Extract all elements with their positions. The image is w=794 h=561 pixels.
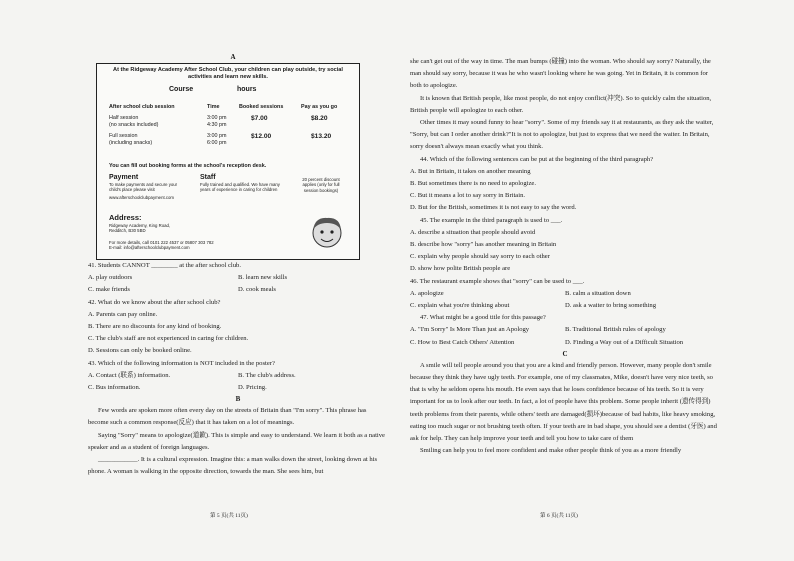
session-cell: [109, 133, 207, 151]
booked-price: $7.00: [251, 115, 268, 122]
option: A. Parents can pay online.: [88, 310, 158, 318]
option: B. describe how "sorry" has another meaning in Britain: [410, 241, 557, 249]
section-a-letter: A: [230, 53, 236, 61]
time-end: 4:30 pm: [207, 122, 227, 128]
staff-text: Fully trained and qualified. We have many years of experience in caring for children: [200, 182, 280, 193]
question-45: 45. The example in the third paragraph is used to ___.: [420, 216, 563, 224]
discount-text: 20 percent discount applies (only for full session bookings): [302, 177, 340, 193]
options-41: [88, 284, 388, 296]
option: B. learn new skills: [238, 274, 288, 282]
payment-title: Payment: [109, 174, 139, 181]
passage-b-paragraph: Saying "Sorry" means to apologize(道歉). This is simple and easy to understand. We learn it both as a native speaker and as a student of foreign languages.: [88, 431, 385, 451]
option: A. apologize: [410, 289, 444, 297]
option: D. ask a waiter to bring something: [565, 302, 657, 310]
passage-b-paragraph: she can't get out of the way in time. The man bumps (碰撞) into the woman. Who should say sorry? Naturally, the man should say sorry, because it was he who wasn't looking where he was going. Yet in Britain, it is common for both to apologize.: [410, 58, 711, 90]
option: B. But sometimes there is no need to apologize.: [410, 180, 536, 188]
options-43: [88, 370, 388, 382]
passage-b-paragraph: Few words are spoken more often every day on the streets of Britain than "I'm sorry". This phrase has become such a common response(反应) that it has taken on a lot of meanings.: [88, 407, 367, 427]
option: D. cook meals: [238, 286, 276, 294]
passage-b-paragraph: It is known that British people, like most people, do not enjoy conflict(冲突). So to quickly calm the situation, British people will apologize to each other.: [410, 94, 712, 114]
option: C. The club's staff are not experienced in caring for children.: [88, 335, 249, 343]
passage-b-paragraph: Other times it may sound funny to hear "sorry". Some of my friends say it at restaurants, as they ask the waiter, "Sorry, but can I order another drink?"It is not to apologize, but just to express that we need the waiter. In Britain, sorry doesn't always mean exactly what you think.: [410, 119, 714, 151]
time-end: 6:00 pm: [207, 140, 227, 146]
col-header: Booked sessions: [239, 104, 284, 110]
options-46: [410, 300, 720, 312]
option: C. explain why people should say sorry to each other: [410, 253, 550, 261]
question-41: 41. Students CANNOT ________ at the after school club.: [88, 262, 241, 269]
payg-price: $13.20: [311, 133, 332, 140]
option: D. show how polite British people are: [410, 265, 511, 273]
session-name: Half session: [109, 115, 139, 121]
booked-price: $12.00: [251, 133, 272, 140]
option: B. The club's address.: [238, 371, 296, 379]
course-header: Course: [169, 86, 194, 93]
option: A. play outdoors: [88, 274, 133, 282]
price-table: [109, 104, 345, 151]
staff-box: [200, 174, 280, 193]
option: B. calm a situation down: [565, 289, 631, 297]
child-illustration-icon: [307, 214, 347, 254]
staff-title: Staff: [200, 174, 216, 181]
option: D. But for the British, sometimes it is not easy to say the word.: [410, 204, 577, 212]
question-44: 44. Which of the following sentences can be put at the beginning of the third paragraph?: [420, 155, 654, 163]
address-box: [109, 214, 299, 251]
payg-price: $8.20: [311, 115, 328, 122]
option: D. Finding a Way out of a Difficult Situation: [565, 338, 684, 346]
passage-c-paragraph: A smile will tell people around you that you are a kind and friendly person. However, many people don't smile because they think they have ugly teeth. For example, one of my classmates, Mike, doesn't have very nice teeth, so that is why he seldom opens his mouth. He even says that he loses confidence because of his teeth. So it is very important for us to look after our teeth. In fact, a lot of people have this problem. Some people inherit (遗传得到) teeth problems from their parents, while others' teeth are damaged(损坏)because of bad habits, like heavy smoking, eating too much sugar or not brushing teeth often. If your teeth are in bad shape, you should see a dentist (牙医) and ask for help. They can help improve your teeth and tell you how to take care of them: [410, 361, 717, 443]
hours-header: hours: [237, 86, 257, 93]
booking-note: You can fill out booking forms at the school's reception desk.: [109, 163, 267, 169]
option: D. Pricing.: [238, 384, 267, 392]
option: A. "I'm Sorry" Is More Than just an Apology: [410, 326, 530, 334]
col-header: Pay as you go: [301, 104, 338, 110]
page-footer-left: 第 5 页(共 11页): [210, 513, 248, 519]
option: C. make friends: [88, 286, 130, 294]
col-header: Time: [207, 104, 220, 110]
options-46: [410, 288, 720, 300]
option: B. Traditional British rules of apology: [565, 326, 666, 334]
contact-text: For more details, call 0101 222 4537 or 05807 303 782: [109, 239, 214, 245]
left-column: [88, 52, 388, 478]
options-47: [410, 324, 720, 336]
address-text: Ridgeway Academy, King Road, Redditch, B30 5BD: [109, 223, 171, 234]
time-start: 3:00 pm: [207, 133, 227, 139]
option: A. But in Britain, it takes on another meaning: [410, 167, 531, 175]
options-41: [88, 272, 388, 284]
payment-box: [109, 174, 184, 200]
question-42: 42. What do we know about the after school club?: [88, 298, 221, 306]
option: A. describe a situation that people should avoid: [410, 228, 536, 236]
session-cell: [109, 115, 207, 133]
session-name: Full session: [109, 133, 138, 139]
payment-site: www.afterschoolclubpayment.com: [109, 194, 174, 200]
email-text: E-mail: info@afterschoolclubpayment.com: [109, 245, 190, 251]
option: B. There are no discounts for any kind of booking.: [88, 323, 222, 331]
table-row: [109, 115, 345, 133]
option: A. Contact (联系) information.: [88, 371, 171, 379]
question-47: 47. What might be a good title for this passage?: [420, 314, 546, 322]
club-poster: [96, 63, 360, 260]
option: C. Bus information.: [88, 384, 141, 392]
time-cell: [207, 115, 239, 133]
passage-b-paragraph: ____________. It is a cultural expression. Imagine this: a man walks down the street, looking down at his phone. A woman is walking in the opposite direction, towards the man. She sees him, but: [88, 456, 378, 476]
option: C. But it means a lot to say sorry in Britain.: [410, 192, 526, 200]
question-46: 46. The restaurant example shows that "sorry" can be used to ___.: [410, 277, 585, 285]
section-b-letter: B: [235, 395, 241, 404]
discount-box: [295, 177, 347, 193]
passage-c-paragraph: Smiling can help you to feel more confident and make other people think of you as a more friendly: [420, 447, 682, 455]
option: C. How to Best Catch Others' Attention: [410, 338, 515, 346]
options-43: [88, 382, 388, 394]
table-row: [109, 133, 345, 151]
session-note: (no snacks included): [109, 122, 159, 128]
poster-title: At the Ridgeway Academy After School Club, your children can play outside, try social activities and learn new skills.: [113, 67, 343, 80]
option: C. explain what you're thinking about: [410, 302, 510, 310]
time-cell: [207, 133, 239, 151]
time-start: 3:00 pm: [207, 115, 227, 121]
price-table-header: [109, 104, 345, 115]
option: D. Sessions can only be booked online.: [88, 347, 192, 355]
col-header: After school club session: [109, 104, 175, 110]
right-column: [410, 56, 720, 458]
address-title: Address:: [109, 213, 142, 222]
payment-text: To make payments and secure your child's place please visit: [109, 182, 178, 193]
question-43: 43. Which of the following information is NOT included in the poster?: [88, 359, 275, 367]
section-c-letter: C: [562, 349, 568, 358]
page-footer-right: 第 6 页(共 11页): [540, 513, 578, 519]
session-note: (including snacks): [109, 140, 153, 146]
options-47: [410, 337, 720, 349]
